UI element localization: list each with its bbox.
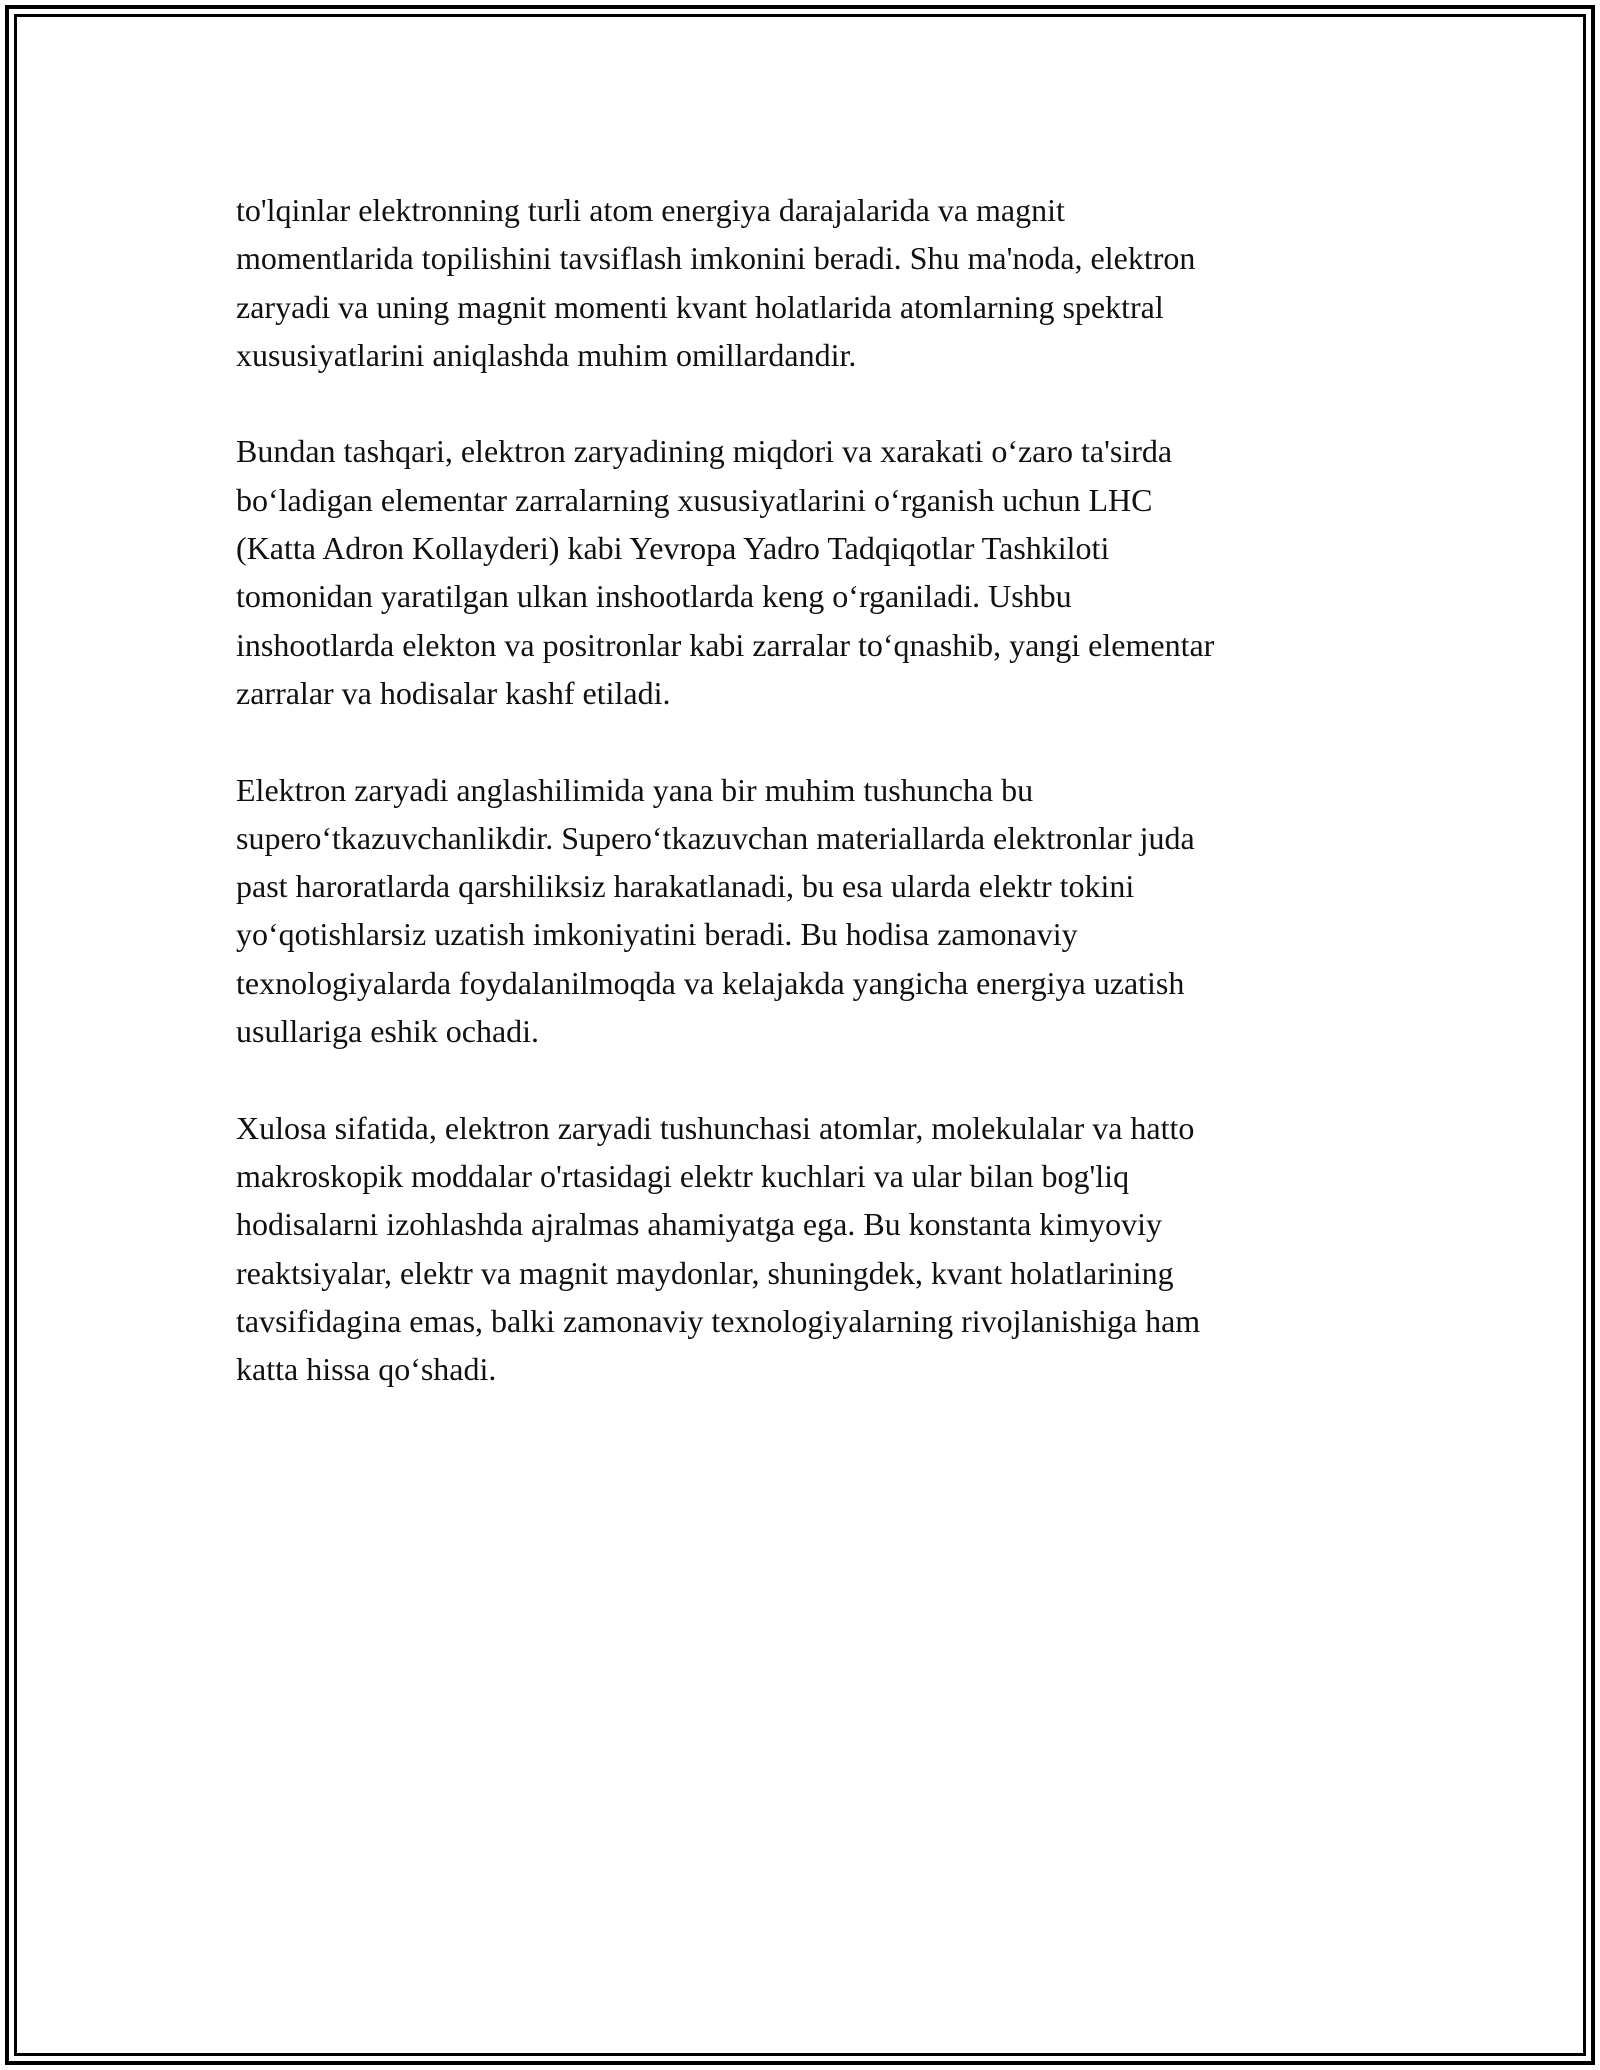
paragraph-4: Xulosa sifatida, elektron zaryadi tushunchasi atomlar, molekulalar va hatto makroskopik moddalar o'rtasidagi elektr kuchlari va ular bilan bog'liq hodisalarni izohlashda ajralmas ahamiyatga ega. Bu konstanta kimyoviy reaktsiyalar, elektr va magnit maydonlar, shuningdek, kvant holatlarining tavsifidagina emas, balki zamonaviy texnologiyalarning rivojlanishiga ham katta hissa qo‘shadi. — [236, 1109, 1201, 1388]
paragraph-2: Bundan tashqari, elektron zaryadining miqdori va xarakati o‘zaro ta'sirda bo‘ladigan elementar zarralarning xususiyatlarini o‘rganish uchun LHC (Katta Adron Kollayderi) kabi Yevropa Yadro Tadqiqotlar Tashkiloti tomonidan yaratilgan ulkan inshootlarda keng o‘rganiladi. Ushbu inshootlarda elekton va positronlar kabi zarralar to‘qnashib, yangi elementar zarralar va hodisalar kashf etiladi. — [236, 433, 1215, 711]
document-body — [236, 186, 1366, 1442]
paragraph-3: Elektron zaryadi anglashilimida yana bir muhim tushuncha bu supero‘tkazuvchanlikdir. Supero‘tkazuvchan materiallarda elektronlar juda past haroratlarda qarshiliksiz harakatlanadi, bu esa ularda elektr tokini yo‘qotishlarsiz uzatish imkoniyatini beradi. Bu hodisa zamonaviy texnologiyalarda foydalanilmoqda va kelajakda yangicha energiya uzatish usullariga eshik ochadi. — [236, 771, 1195, 1050]
paragraph-1: to'lqinlar elektronning turli atom energiya darajalarida va magnit momentlarida topilishini tavsiflash imkonini beradi. Shu ma'noda, elektron zaryadi va uning magnit momenti kvant holatlarida atomlarning spektral xususiyatlarini aniqlashda muhim omillardandir. — [236, 192, 1196, 373]
